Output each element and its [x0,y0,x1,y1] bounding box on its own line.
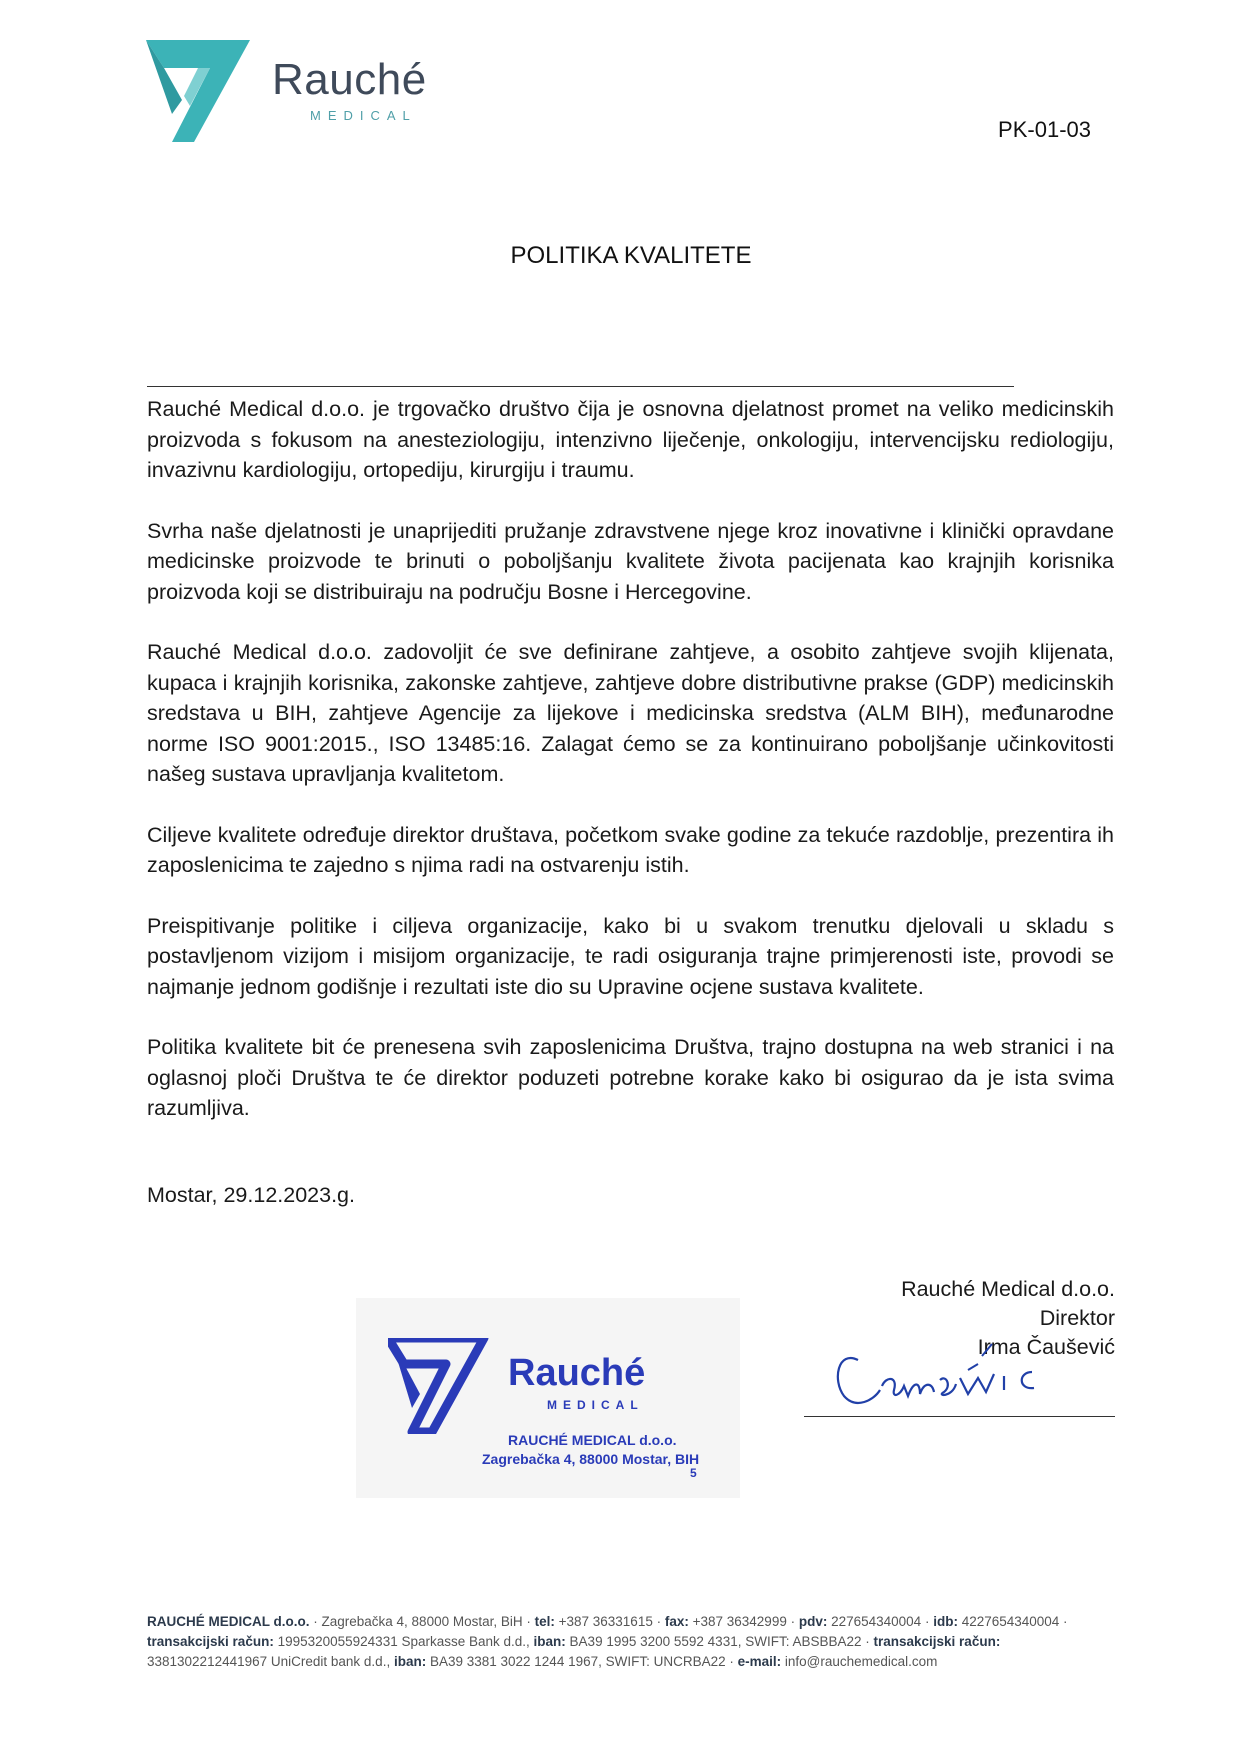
paragraph: Svrha naše djelatnosti je unaprijediti pružanje zdravstvene njege kroz inovativne i klinički opravdane medicinske proizvode te brinuti o poboljšanju kvalitete života pacijenata kao krajnjih korisnika proizvoda koji se distribuiraju na području Bosne i Hercegovine. [147,518,1114,604]
paragraph: Ciljeve kvalitete određuje direktor društava, početkom svake godine za tekuće razdoblje, prezentira ih zaposlenicima te zajedno s njima radi na ostvarenju istih. [147,822,1114,877]
footer-label: pdv: [798,1614,828,1629]
paragraph: Preispitivanje politike i ciljeva organizacije, kako bi u svakom trenutku djelovali u skladu s postavljenom vizijom i misijom organizacije, te radi osiguranja trajne primjerenosti iste, provodi se najmanje jednom godišnje i rezultati iste dio su Upravine ocjene sustava kvalitete. [147,913,1114,999]
footer-company: RAUCHÉ MEDICAL d.o.o. [147,1614,310,1629]
footer-label: transakcijski račun: [147,1634,274,1649]
footer-pdv: 227654340004 · [827,1614,934,1629]
footer-iban: BA39 3381 3022 1244 1967, SWIFT: UNCRBA22 · [426,1654,738,1669]
footer-idb: 4227654340004 · [957,1614,1068,1629]
footer-fax: +387 36342999 · [688,1614,799,1629]
stamp-number: 5 [690,1466,697,1480]
stamp-logo-icon [388,1338,498,1434]
footer-label: tel: [534,1614,555,1629]
footer-tel: +387 36331615 · [554,1614,665,1629]
footer-label: fax: [664,1614,689,1629]
footer [147,1612,1077,1672]
footer-email[interactable]: info@rauchemedical.com [781,1654,938,1669]
footer-iban: BA39 1995 3200 5592 4331, SWIFT: ABSBBA22 · [565,1634,874,1649]
footer-account: 1995320055924331 Sparkasse Bank d.d., [273,1634,534,1649]
place-date: Mostar, 29.12.2023.g. [147,1183,355,1207]
footer-label: e-mail: [737,1654,782,1669]
document-body [147,394,1114,1154]
footer-label: iban: [393,1654,427,1669]
page-title: POLITIKA KVALITETE [510,242,752,269]
footer-account: 3381302212441967 UniCredit bank d.d., [147,1654,394,1669]
paragraph: Politika kvalitete bit će prenesena svih zaposlenicima Društva, trajno dostupna na web stranici i na oglasnoj ploči Društva te će direktor poduzeti potrebne korake kako bi osigurao da je ista svima razumljiva. [147,1035,1114,1120]
stamp-address: Zagrebačka 4, 88000 Mostar, BIH [482,1451,700,1467]
signatory-company: Rauché Medical d.o.o. [901,1277,1115,1301]
stamp-brand: Rauché [508,1352,646,1394]
footer-address: · Zagrebačka 4, 88000 Mostar, BiH · [309,1614,535,1629]
logo-brand-text: Rauché [272,55,427,104]
stamp-sub: MEDICAL [547,1398,644,1412]
footer-label: idb: [933,1614,958,1629]
company-logo [146,40,466,144]
paragraph: Rauché Medical d.o.o. je trgovačko društvo čija je osnovna djelatnost promet na veliko medicinskih proizvoda s fokusom na anesteziologiju, intenzivno liječenje, onkologiju, intervencijsku rediologiju, invazivnu kardiologiju, ortopediju, kirurgiju i traumu. [147,397,1114,482]
stamp-company: RAUCHÉ MEDICAL d.o.o. [508,1432,677,1448]
title-divider [147,386,1014,387]
logo-sub-text: MEDICAL [310,108,417,123]
footer-label: iban: [533,1634,566,1649]
signature-line [804,1416,1115,1417]
handwritten-signature [828,1330,1068,1420]
document-code: PK-01-03 [998,117,1091,142]
signatory-role: Direktor [1039,1306,1115,1330]
signatory-name: Irma Čaušević [977,1335,1115,1359]
logo-mark-icon [146,40,266,144]
footer-label: transakcijski račun: [873,1634,1001,1649]
paragraph: Rauché Medical d.o.o. zadovoljit će sve definirane zahtjeve, a osobito zahtjeve svojih klijenata, kupaca i krajnjih korisnika, zakonske zahtjeve, zahtjeve dobre distributivne prakse (GDP) medicinskih sredstava u BIH, zahtjeve Agencije za lijekove i medicinska sredstva (ALM BIH), međunarodne norme ISO 9001:2015., ISO 13485:16. Zalagat ćemo se za kontinuirano poboljšanje učinkovitosti našeg sustava upravljanja kvalitetom. [147,640,1114,786]
